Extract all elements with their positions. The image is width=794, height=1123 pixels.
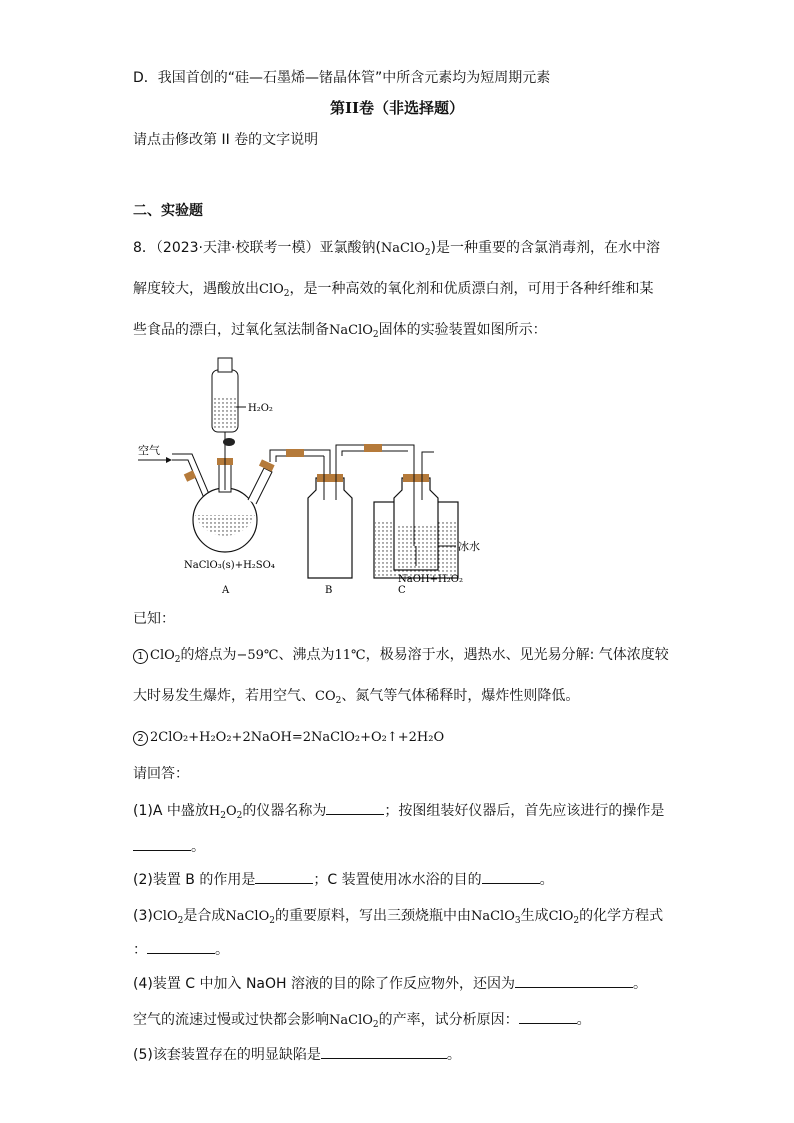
q8-line3: 些食品的漂白，过氧化氢法制备NaClO$_2$固体的实验装置如图所示：: [133, 322, 547, 340]
reagent-c-label: NaOH+H₂O₂: [398, 574, 463, 585]
known-title: 已知：: [133, 611, 175, 627]
formula-naclo2: NaClO$_2$: [225, 909, 275, 926]
answer-blank-4b[interactable]: [519, 1010, 577, 1024]
formula-naclo2: NaClO$_2$: [380, 241, 431, 258]
reagent-a-label: NaClO₃(s)+H₂SO₄: [184, 560, 275, 571]
rubber-joint-1: [286, 449, 304, 457]
q8-line2: 解度较大，遇酸放出ClO$_2$，是一种高效的氧化剂和优质漂白剂，可用于各种纤维和某: [133, 281, 654, 299]
section-heading: 二、实验题: [133, 203, 203, 219]
funnel-liquid: [214, 396, 236, 430]
answer-blank-2b[interactable]: [482, 870, 540, 884]
funnel-stopcock: [223, 438, 235, 446]
known-1-line1: 1 ClO$_2$的熔点为−59℃、沸点为11℃，极易溶于水，遇热水、见光易分解: 气体浓度较: [133, 645, 669, 666]
equation: 2ClO₂+H₂O₂+2NaOH=2NaClO₂+O₂↑+2H₂O: [150, 730, 445, 745]
answer-blank-3[interactable]: [147, 940, 215, 954]
stopper-left: [184, 470, 196, 481]
question-4-line2: 空气的流速过慢或过快都会影响NaClO$_2$的产率，试分析原因： 。: [133, 1012, 591, 1030]
question-1-line2: 。: [133, 837, 205, 857]
part2-title: 第II卷（非选择题）: [329, 99, 465, 117]
known-1-line2: 大时易发生爆炸，若用空气、$CO_2$、氮气等气体稀释时，爆炸性则降低。: [133, 688, 580, 706]
label-a: A: [222, 585, 230, 596]
part2-desc: 请点击修改第 II 卷的文字说明: [133, 132, 319, 148]
formula-naclo2: NaClO$_2$: [329, 1013, 379, 1030]
formula-clo2: ClO$_2$: [152, 909, 184, 926]
label-c: C: [398, 585, 406, 596]
label-b: B: [325, 585, 333, 596]
known-2: [133, 727, 444, 748]
answer-blank-2a[interactable]: [255, 870, 313, 884]
answer-blank-1a[interactable]: [326, 801, 384, 815]
answer-blank-1b[interactable]: [133, 837, 191, 851]
formula-co2: $CO_2$: [315, 689, 342, 706]
answer-blank-4a[interactable]: [515, 974, 633, 988]
formula-clo2: ClO$_2$: [259, 282, 290, 299]
option-d: D．我国首创的“硅—石墨烯—锗晶体管”中所含元素均为短周期元素: [133, 70, 551, 86]
formula-h2o2: $H_2O_2$: [208, 804, 243, 821]
answer-prompt: 请回答：: [133, 766, 189, 782]
circled-number-2: 2: [133, 731, 148, 746]
question-5: (5)该套装置存在的明显缺陷是 。: [133, 1047, 461, 1063]
question-2: (2)装置 B 的作用是 ；C 装置使用冰水浴的目的 。: [133, 872, 554, 888]
q8-line1: 8．（2023·天津·校联考一模）亚氯酸钠(NaClO$_2$)是一种重要的含氯消毒剂，在水中溶: [133, 240, 661, 258]
answer-blank-5[interactable]: [321, 1045, 447, 1059]
formula-clo2: ClO$_2$: [548, 909, 580, 926]
formula-naclo3: NaClO$_3$: [470, 909, 521, 926]
h2o2-label: H₂O₂: [248, 403, 273, 414]
question-3-line2: ： 。: [133, 942, 229, 958]
flask-neck-right: [248, 468, 272, 504]
formula-naclo2: NaClO$_2$: [329, 323, 379, 340]
funnel-top: [218, 358, 232, 372]
bottle-b: [308, 478, 352, 578]
air-label: 空气: [138, 444, 160, 457]
apparatus-figure: [130, 350, 480, 600]
formula-clo2: ClO$_2$: [150, 648, 181, 665]
question-1-line1: (1)A 中盛放$H_2O_2$的仪器名称为 ；按图组装好仪器后，首先应该进行的操作是: [133, 803, 665, 821]
stopper-c: [403, 474, 429, 482]
question-3-line1: (3)ClO$_2$是合成NaClO$_2$的重要原料，写出三颈烧瓶中由NaClO$_3$生成ClO$_2$的化学方程式: [133, 908, 664, 926]
stopper-b: [317, 474, 343, 482]
question-4-line1: (4)装置 C 中加入 NaOH 溶液的目的除了作反应物外，还因为 。: [133, 976, 648, 992]
circled-number-1: 1: [133, 649, 148, 664]
tube-c-exit: [422, 452, 434, 458]
rubber-joint-2: [364, 444, 382, 452]
ice-label: 冰水: [458, 540, 480, 553]
air-arrow-head: [166, 457, 172, 463]
